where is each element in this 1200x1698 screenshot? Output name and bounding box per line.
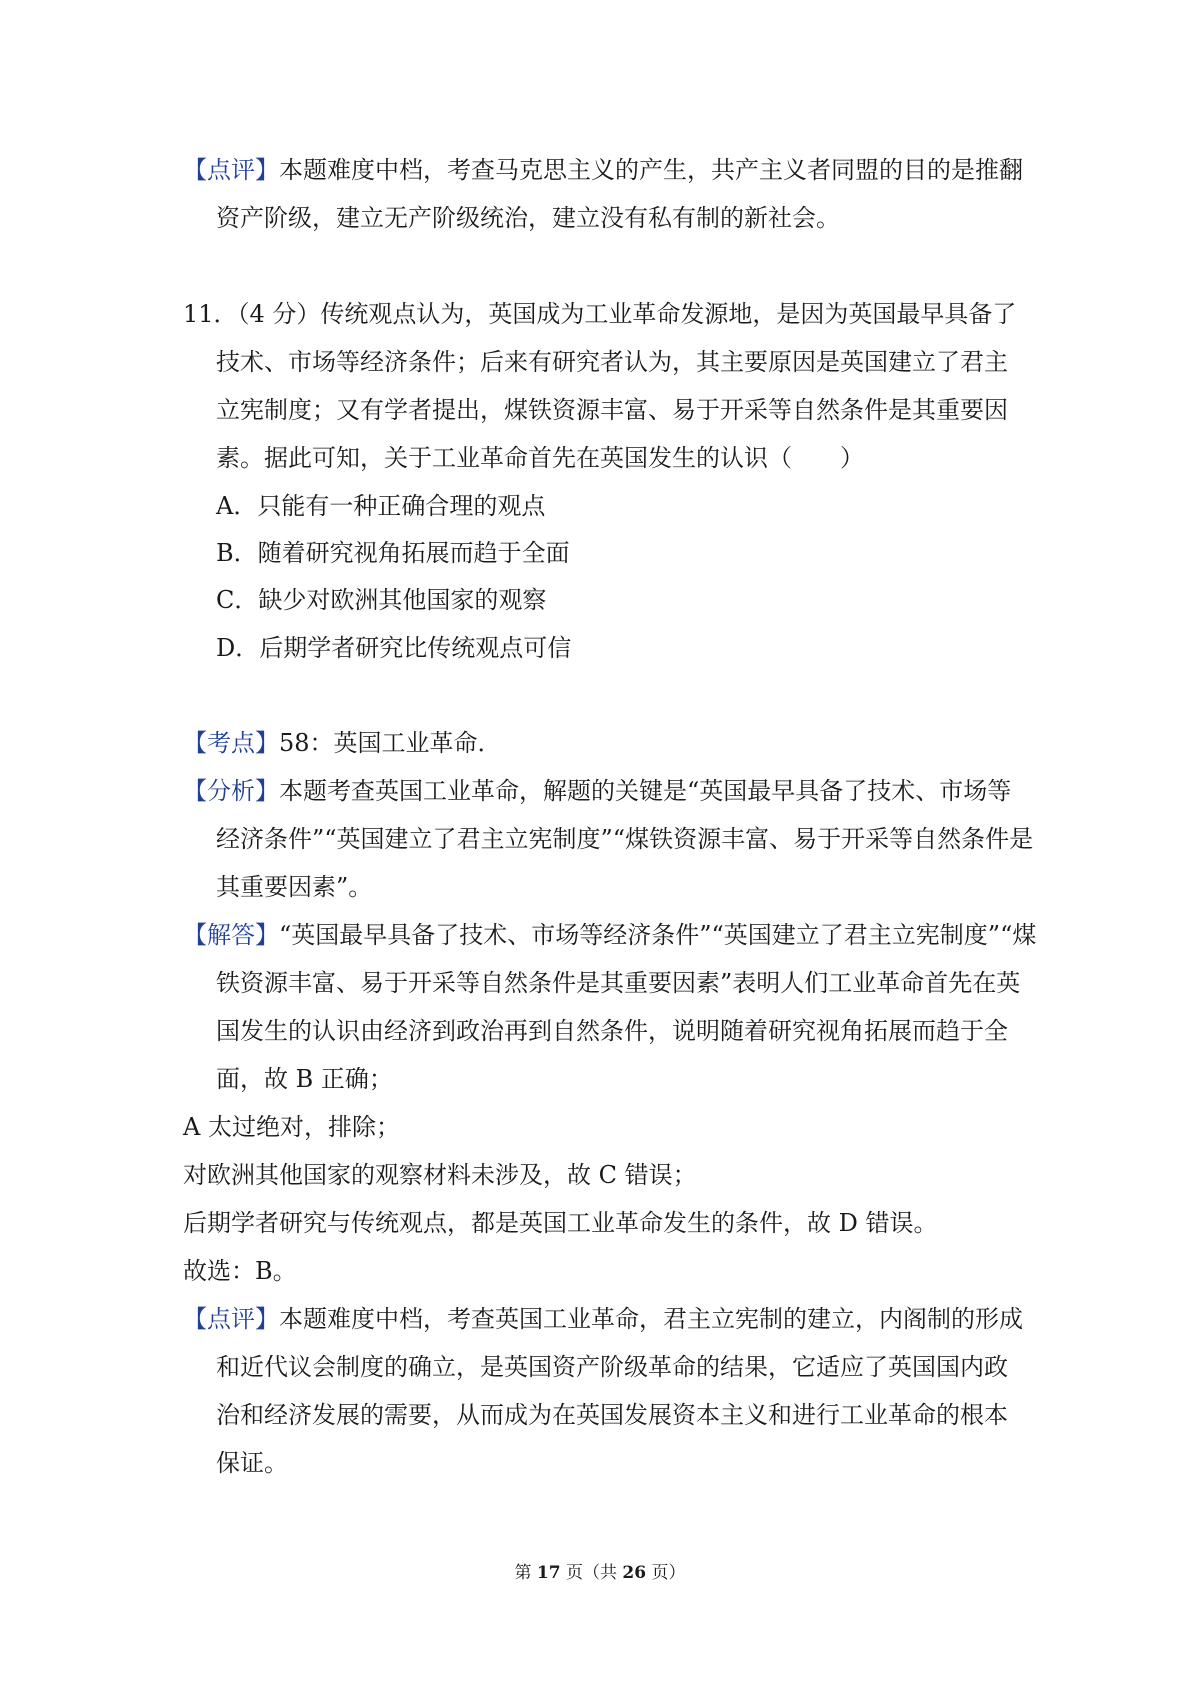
analysis-text-line: 经济条件”“英国建立了君主立宪制度”“煤铁资源丰富、易于开采等自然条件是 (216, 825, 1034, 853)
answer-tag: 【解答】 (183, 921, 279, 949)
kaodian-text: 58：英国工业革命． (279, 729, 502, 757)
analysis-text: 本题考查英国工业革命，解题的关键是“英国最早具备了技术、市场等 (279, 777, 1012, 805)
analysis-tag: 【分析】 (183, 777, 279, 805)
question-stem-line: 技术、市场等经济条件；后来有研究者认为，其主要原因是英国建立了君主 (216, 348, 1008, 376)
answer-text-line: A 太过绝对，排除； (183, 1113, 400, 1141)
footer-suffix: 页） (651, 1563, 686, 1583)
review-paragraph-line (183, 1303, 1023, 1335)
kaodian-line (183, 727, 502, 759)
review-text-line: 保证。 (216, 1449, 288, 1477)
analysis-line (183, 775, 1011, 807)
footer-prefix: 第 (514, 1563, 532, 1583)
kaodian-tag: 【考点】 (183, 729, 279, 757)
answer-text-line: 铁资源丰富、易于开采等自然条件是其重要因素”表明人们工业革命首先在英 (216, 969, 1021, 997)
review-text: 本题难度中档，考查英国工业革命，君主立宪制的建立，内阁制的形成 (279, 1305, 1023, 1333)
page-footer (0, 1562, 1200, 1584)
footer-total-pages: 26 (622, 1563, 647, 1583)
question-stem-line: 11．（4 分）传统观点认为，英国成为工业革命发源地，是因为英国最早具备了 (183, 300, 1017, 328)
option-c: C．缺少对欧洲其他国家的观察 (216, 586, 547, 614)
answer-text: “英国最早具备了技术、市场等经济条件”“英国建立了君主立宪制度”“煤 (279, 921, 1037, 949)
answer-text-line: 面，故 B 正确； (216, 1065, 393, 1093)
answer-line (183, 919, 1036, 951)
question-stem-line: 立宪制度；又有学者提出，煤铁资源丰富、易于开采等自然条件是其重要因 (216, 396, 1008, 424)
review-tag: 【点评】 (183, 156, 279, 184)
review-text-line: 治和经济发展的需要，从而成为在英国发展资本主义和进行工业革命的根本 (216, 1401, 1008, 1429)
review-paragraph-line (183, 154, 1023, 186)
review-text-line: 资产阶级，建立无产阶级统治，建立没有私有制的新社会。 (216, 204, 840, 232)
review-text-line: 和近代议会制度的确立，是英国资产阶级革命的结果，它适应了英国国内政 (216, 1353, 1008, 1381)
review-tag: 【点评】 (183, 1305, 279, 1333)
option-a: A．只能有一种正确合理的观点 (216, 492, 546, 520)
answer-text-line: 国发生的认识由经济到政治再到自然条件，说明随着研究视角拓展而趋于全 (216, 1017, 1008, 1045)
option-d: D．后期学者研究比传统观点可信 (216, 634, 572, 662)
analysis-text-line: 其重要因素”。 (216, 873, 373, 901)
question-stem-line: 素。据此可知，关于工业革命首先在英国发生的认识（ ） (216, 444, 864, 472)
answer-text-line: 对欧洲其他国家的观察材料未涉及，故 C 错误； (183, 1161, 697, 1189)
option-b: B．随着研究视角拓展而趋于全面 (216, 539, 570, 567)
answer-choice-line: 故选：B。 (183, 1257, 297, 1285)
footer-middle: 页（共 (566, 1563, 617, 1583)
answer-text-line: 后期学者研究与传统观点，都是英国工业革命发生的条件，故 D 错误。 (183, 1209, 938, 1237)
review-text: 本题难度中档，考查马克思主义的产生，共产主义者同盟的目的是推翻 (279, 156, 1023, 184)
footer-page-number: 17 (536, 1563, 561, 1583)
